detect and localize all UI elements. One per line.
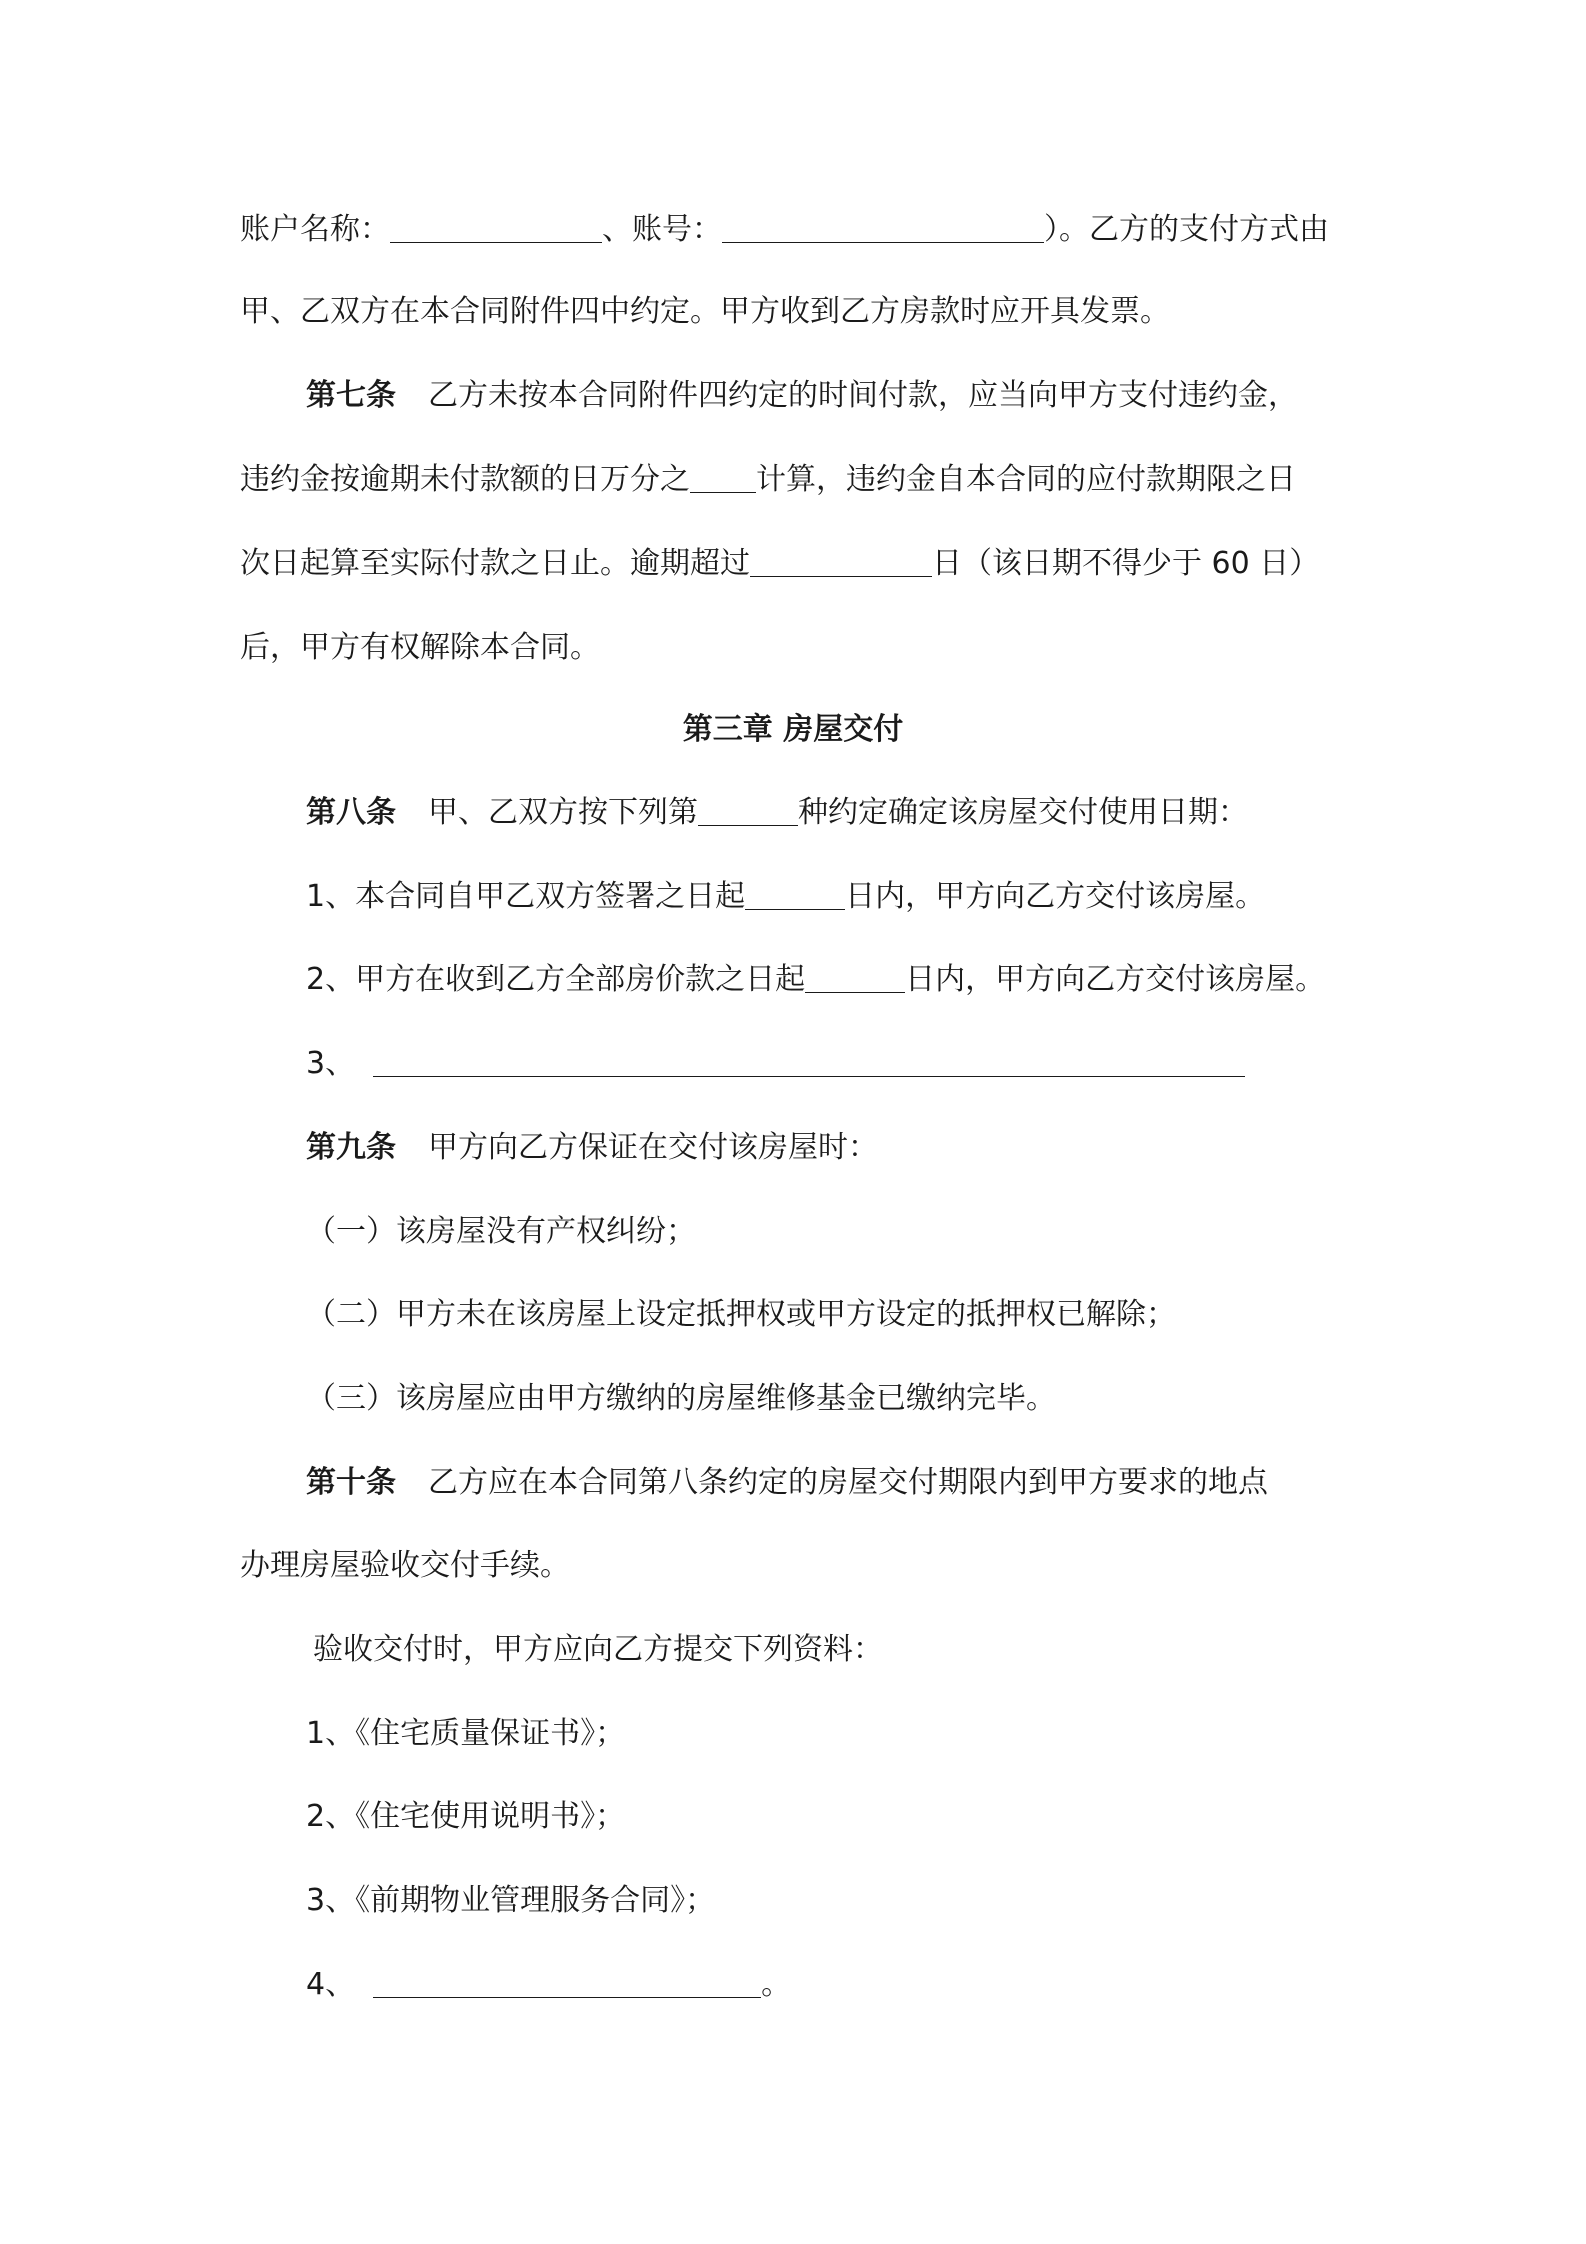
penalty-rate-blank: [690, 460, 756, 493]
delivery-option-2: [306, 960, 1325, 1000]
delivery-option-2-blank: [805, 960, 905, 993]
delivery-option-3: [306, 1044, 1245, 1084]
document-item-1: [306, 1714, 625, 1754]
document-item-4-number: 4、: [306, 1967, 356, 2002]
account-name-label: 账户名称：: [240, 212, 390, 247]
documents-intro-text: 验收交付时，甲方应向乙方提交下列资料：: [313, 1632, 883, 1667]
penalty-rate-line: [240, 460, 1296, 500]
overdue-days-blank: [750, 544, 932, 577]
guarantee-item-1: [306, 1212, 696, 1252]
document-item-2: [306, 1797, 625, 1837]
article-8-text-b: 种约定确定该房屋交付使用日期：: [798, 795, 1248, 830]
account-line: [240, 210, 1329, 250]
penalty-calc-text: 计算，违约金自本合同的应付款期限之日: [756, 462, 1296, 497]
article-9-number: 第九条: [306, 1130, 396, 1165]
document-item-3-text: 3、《前期物业管理服务合同》；: [306, 1883, 716, 1918]
article-8-line: [306, 793, 1248, 833]
article-8-option-blank: [698, 793, 798, 826]
article-10-line: [306, 1463, 1268, 1503]
guarantee-item-3: [306, 1379, 1056, 1419]
article-7-number: 第七条: [306, 378, 396, 413]
overdue-days-text: 日（该日期不得少于 60 日）: [932, 546, 1320, 581]
delivery-option-1-blank: [745, 877, 845, 910]
document-item-2-text: 2、《住宅使用说明书》；: [306, 1799, 626, 1834]
guarantee-item-3-text: （三）该房屋应由甲方缴纳的房屋维修基金已缴纳完毕。: [306, 1381, 1056, 1416]
chapter-3-heading: 第三章 房屋交付: [682, 712, 904, 747]
delivery-option-1-text-a: 1、本合同自甲乙双方签署之日起: [306, 879, 746, 914]
account-number-label: 、账号：: [602, 212, 722, 247]
payment-method-text: ）。乙方的支付方式由: [1044, 212, 1329, 247]
delivery-option-2-text-b: 日内，甲方向乙方交付该房屋。: [905, 962, 1326, 997]
delivery-option-1-text-b: 日内，甲方向乙方交付该房屋。: [845, 879, 1266, 914]
account-number-blank: [722, 210, 1044, 243]
inspection-line: [240, 1546, 570, 1586]
document-item-1-text: 1、《住宅质量保证书》；: [306, 1716, 626, 1751]
document-item-4-blank: [373, 1965, 761, 1998]
overdue-text: 次日起算至实际付款之日止。逾期超过: [240, 546, 750, 581]
penalty-rate-text: 违约金按逾期未付款额的日万分之: [240, 462, 690, 497]
documents-intro-line: [313, 1630, 883, 1670]
document-item-3: [306, 1881, 715, 1921]
guarantee-item-2: [306, 1295, 1176, 1335]
article-7-text: 乙方未按本合同附件四约定的时间付款，应当向甲方支付违约金，: [428, 378, 1298, 413]
overdue-line: [240, 544, 1319, 584]
delivery-option-3-blank: [373, 1044, 1245, 1077]
document-item-4: [306, 1965, 791, 2005]
delivery-option-2-text-a: 2、甲方在收到乙方全部房价款之日起: [306, 962, 806, 997]
document-item-4-end: 。: [761, 1967, 792, 2002]
termination-line: [240, 628, 600, 668]
termination-text: 后，甲方有权解除本合同。: [240, 630, 600, 665]
article-8-number: 第八条: [306, 795, 396, 830]
article-8-text-a: 甲、乙双方按下列第: [428, 795, 698, 830]
payment-agreement-text: 甲、乙双方在本合同附件四中约定。甲方收到乙方房款时应开具发票。: [240, 294, 1170, 329]
article-10-text: 乙方应在本合同第八条约定的房屋交付期限内到甲方要求的地点: [428, 1465, 1268, 1500]
article-9-text: 甲方向乙方保证在交付该房屋时：: [428, 1130, 878, 1165]
guarantee-item-2-text: （二）甲方未在该房屋上设定抵押权或甲方设定的抵押权已解除；: [306, 1297, 1176, 1332]
guarantee-item-1-text: （一）该房屋没有产权纠纷；: [306, 1214, 696, 1249]
article-9-line: [306, 1128, 878, 1168]
delivery-option-3-number: 3、: [306, 1046, 356, 1081]
article-7-line: [306, 376, 1298, 416]
account-name-blank: [390, 210, 602, 243]
payment-agreement-line: [240, 292, 1170, 332]
delivery-option-1: [306, 877, 1265, 917]
inspection-text: 办理房屋验收交付手续。: [240, 1548, 570, 1583]
article-10-number: 第十条: [306, 1465, 396, 1500]
